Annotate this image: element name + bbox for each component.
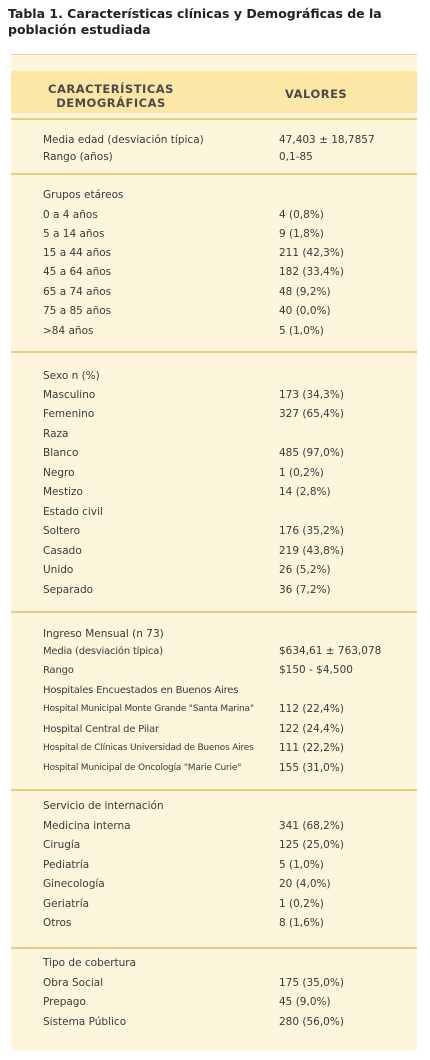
section-separator: [11, 118, 417, 120]
row-label: Sexo n (%): [43, 370, 100, 382]
row-label: Hospital Central de Pilar: [43, 724, 159, 735]
section-title: [11, 186, 417, 205]
table-row: [11, 483, 417, 502]
row-value: 36 (7,2%): [279, 584, 331, 596]
table-row: [11, 322, 417, 341]
section-separator: [11, 789, 417, 791]
table-row: [11, 739, 417, 758]
table-row: [11, 503, 417, 522]
table-row: [11, 836, 417, 855]
row-label: Obra Social: [43, 977, 104, 989]
row-label: Hospitales Encuestados en Buenos Aires: [43, 685, 239, 696]
row-value: 112 (22,4%): [279, 703, 344, 715]
row-label: 15 a 44 años: [43, 247, 112, 259]
row-value: 211 (42,3%): [279, 247, 344, 259]
table-row: [11, 1013, 417, 1032]
row-label: Ginecología: [43, 878, 105, 890]
row-label: Grupos etáreos: [43, 189, 124, 201]
table-row: [11, 302, 417, 321]
row-label: Media edad (desviación típica): [43, 134, 204, 146]
row-label: Servicio de internación: [43, 800, 164, 812]
section-title: [11, 797, 417, 816]
row-label: Separado: [43, 584, 94, 596]
row-label: Hospital de Clínicas Universidad de Buenos Aires: [43, 743, 254, 753]
row-label: Blanco: [43, 447, 79, 459]
header-values: VALORES: [285, 87, 348, 101]
table-row: [11, 425, 417, 444]
row-value: 26 (5,2%): [279, 564, 331, 576]
row-value: 111 (22,2%): [279, 742, 344, 754]
table-row: [11, 895, 417, 914]
section-separator: [11, 351, 417, 353]
table-row: [11, 206, 417, 225]
table-row: [11, 263, 417, 282]
row-label: 5 a 14 años: [43, 228, 105, 240]
row-label: Prepago: [43, 996, 86, 1008]
row-value: 155 (31,0%): [279, 762, 344, 774]
row-label: Raza: [43, 428, 69, 440]
section-title: [11, 954, 417, 973]
row-value: 341 (68,2%): [279, 820, 344, 832]
table-row: [11, 993, 417, 1012]
row-label: Unido: [43, 564, 74, 576]
row-label: Hospital Municipal Monte Grande "Santa Marina": [43, 704, 254, 714]
table-row: [11, 974, 417, 993]
table-card: [11, 54, 417, 1051]
header-characteristics: CARACTERÍSTICAS DEMOGRÁFICAS: [48, 82, 174, 110]
table-row: [11, 542, 417, 561]
row-value: 182 (33,4%): [279, 266, 344, 278]
row-value: 8 (1,6%): [279, 917, 324, 929]
row-value: $150 - $4,500: [279, 664, 353, 676]
table-row: [11, 914, 417, 933]
section-separator: [11, 173, 417, 175]
row-label: Ingreso Mensual (n 73): [43, 628, 164, 640]
row-value: 45 (9,0%): [279, 996, 331, 1008]
table-row: [11, 522, 417, 541]
section-title: [11, 367, 417, 386]
row-value: 175 (35,0%): [279, 977, 344, 989]
row-value: 14 (2,8%): [279, 486, 331, 498]
table-row: [11, 386, 417, 405]
row-label: Medicina interna: [43, 820, 131, 832]
row-label: >84 años: [43, 325, 94, 337]
row-value: 280 (56,0%): [279, 1016, 344, 1028]
row-label: Media (desviación típica): [43, 646, 163, 657]
table-row: [11, 244, 417, 263]
row-value: 9 (1,8%): [279, 228, 324, 240]
row-label: Otros: [43, 917, 72, 929]
table-header: [11, 71, 417, 113]
table-row: [11, 148, 417, 167]
row-label: 65 a 74 años: [43, 286, 112, 298]
row-value: 1 (0,2%): [279, 898, 324, 910]
row-value: 122 (24,4%): [279, 723, 344, 735]
table-row: [11, 875, 417, 894]
row-label: Negro: [43, 467, 75, 479]
row-value: 5 (1,0%): [279, 859, 324, 871]
table-row: [11, 464, 417, 483]
table-row: [11, 283, 417, 302]
row-value: 219 (43,8%): [279, 545, 344, 557]
row-value: 485 (97,0%): [279, 447, 344, 459]
row-value: 20 (4,0%): [279, 878, 331, 890]
table-row: [11, 405, 417, 424]
table-row: [11, 661, 417, 680]
row-value: $634,61 ± 763,078: [279, 645, 382, 657]
row-value: 125 (25,0%): [279, 839, 344, 851]
table-row: [11, 856, 417, 875]
table-caption: Tabla 1. Características clínicas y Demográficas de la población estudiada: [8, 6, 382, 37]
row-value: 4 (0,8%): [279, 209, 324, 221]
table-row: [11, 561, 417, 580]
table-row: [11, 681, 417, 700]
row-label: Masculino: [43, 389, 96, 401]
row-value: 0,1-85: [279, 151, 313, 163]
row-label: Estado civil: [43, 506, 103, 518]
table-row: [11, 720, 417, 739]
row-label: Casado: [43, 545, 82, 557]
row-label: Soltero: [43, 525, 81, 537]
row-label: Sistema Público: [43, 1016, 127, 1028]
row-label: Mestizo: [43, 486, 83, 498]
row-label: Rango (años): [43, 151, 113, 163]
table-row: [11, 759, 417, 778]
row-label: Geriatría: [43, 898, 90, 910]
row-label: 0 a 4 años: [43, 209, 98, 221]
row-label: 75 a 85 años: [43, 305, 112, 317]
row-value: 1 (0,2%): [279, 467, 324, 479]
row-label: Pediatría: [43, 859, 90, 871]
row-label: 45 a 64 años: [43, 266, 112, 278]
table-row: [11, 700, 417, 719]
row-value: 176 (35,2%): [279, 525, 344, 537]
table-row: [11, 444, 417, 463]
row-value: 40 (0,0%): [279, 305, 331, 317]
row-label: Cirugía: [43, 839, 81, 851]
row-label: Tipo de cobertura: [43, 957, 137, 969]
table-row: [11, 817, 417, 836]
row-value: 48 (9,2%): [279, 286, 331, 298]
row-label: Hospital Municipal de Oncología "Marie Curie": [43, 763, 242, 773]
table-row: [11, 225, 417, 244]
row-value: 5 (1,0%): [279, 325, 324, 337]
row-label: Femenino: [43, 408, 95, 420]
row-value: 173 (34,3%): [279, 389, 344, 401]
section-separator: [11, 947, 417, 949]
section-separator: [11, 611, 417, 613]
row-value: 327 (65,4%): [279, 408, 344, 420]
row-value: 47,403 ± 18,7857: [279, 134, 375, 146]
row-label: Rango: [43, 665, 74, 676]
table-row: [11, 642, 417, 661]
table-row: [11, 581, 417, 600]
